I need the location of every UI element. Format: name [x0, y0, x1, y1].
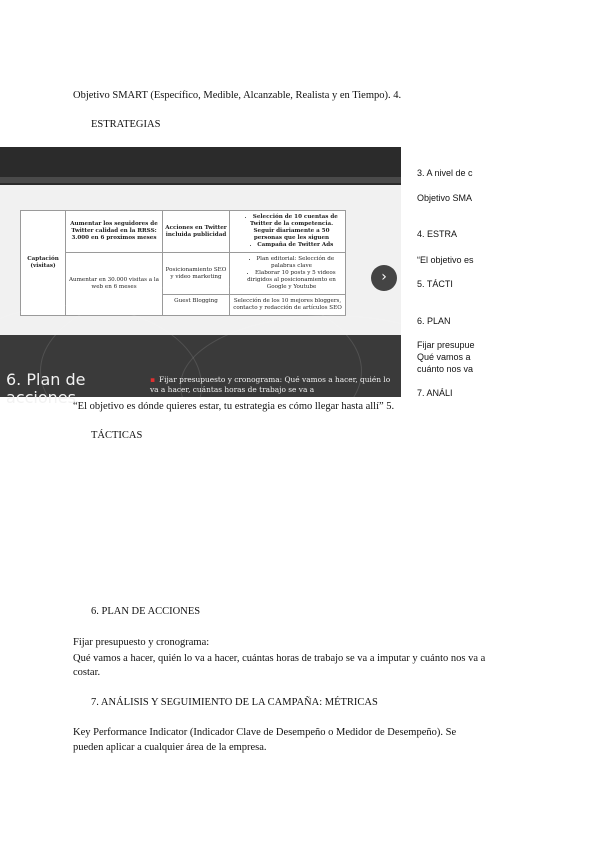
- metricas-heading: 7. ANÁLISIS Y SEGUIMIENTO DE LA CAMPAÑA: MÉTRICAS: [91, 697, 378, 708]
- table-cell: Aumentar en 30.000 visitas a la web en 6 meses: [66, 253, 163, 316]
- bullet-dot: ▪: [150, 375, 156, 384]
- plan-acciones-heading: 6. PLAN DE ACCIONES: [91, 606, 201, 617]
- cropped-side-document: [417, 160, 477, 397]
- tacticas-heading: TÁCTICAS: [91, 430, 143, 441]
- slide-top-strip: [0, 177, 401, 183]
- slide-heading: 6. Plan de: [6, 370, 86, 389]
- kpi-line-2: pueden aplicar a cualquier área de la empresa.: [73, 742, 267, 753]
- table-cell: Captación (visitas): [21, 211, 66, 316]
- table-cell: • Selección de 10 cuentas de Twitter de la competencia. Seguir diariamente a 50 personas que les siguen • Campaña de Twitter Ads: [230, 211, 346, 253]
- estrategias-heading: ESTRATEGIAS: [91, 119, 161, 130]
- side-line: cuánto nos va: [417, 364, 474, 374]
- side-line: 5. TÁCTI: [417, 279, 453, 289]
- side-line: Fijar presupue: [417, 340, 475, 350]
- side-line: 3. A nivel de c: [417, 168, 473, 178]
- side-line: 7. ANÁLI: [417, 388, 453, 398]
- plan-line-2: Qué vamos a hacer, quién lo va a hacer, cuántas horas de trabajo se va a imputar y cuánto nos va a: [73, 653, 486, 664]
- strategy-quote-line: “El objetivo es dónde quieres estar, tu estrategia es cómo llegar hasta allí” 5.: [73, 401, 395, 412]
- table-cell: Guest Blogging: [163, 295, 230, 316]
- plan-line-1: Fijar presupuesto y cronograma:: [73, 637, 210, 648]
- kpi-line-1: Key Performance Indicator (Indicador Clave de Desempeño o Medidor de Desempeño). Se: [73, 727, 457, 738]
- side-line: 4. ESTRA: [417, 229, 458, 239]
- slide-bullet-text: ▪ Fijar presupuesto y cronograma: Qué vamos a hacer, quién lo va a hacer, cuántas horas de trabajo se va a: [150, 375, 391, 394]
- smart-objective-line: Objetivo SMART (Específico, Medible, Alcanzable, Realista y en Tiempo). 4.: [73, 90, 402, 101]
- table-cell: Posicionamiento SEO y video marketing: [163, 253, 230, 295]
- table-cell: Acciones en Twitter incluida publicidad: [163, 211, 230, 253]
- side-line: Qué vamos a: [417, 352, 471, 362]
- side-line: 6. PLAN: [417, 316, 451, 326]
- table-cell: Selección de los 10 mejores bloggers, contacto y redacción de artículos SEO: [230, 295, 346, 316]
- plan-line-3: costar.: [73, 667, 101, 678]
- side-line: “El objetivo es: [417, 255, 474, 265]
- table-row: [21, 211, 346, 253]
- next-slide-button[interactable]: ›: [371, 265, 397, 291]
- slide-heading-line2: acciones: [6, 388, 76, 407]
- table-cell: • Plan editorial: Selección de palabras clave • Elaborar 10 posts y 5 videos dirigidos al posicionamiento en Google y Youtube: [230, 253, 346, 295]
- table-cell: Aumentar los seguidores de Twitter calidad en la RRSS: 3.000 en 6 proximos meses: [66, 211, 163, 253]
- side-line: Objetivo SMA: [417, 193, 473, 203]
